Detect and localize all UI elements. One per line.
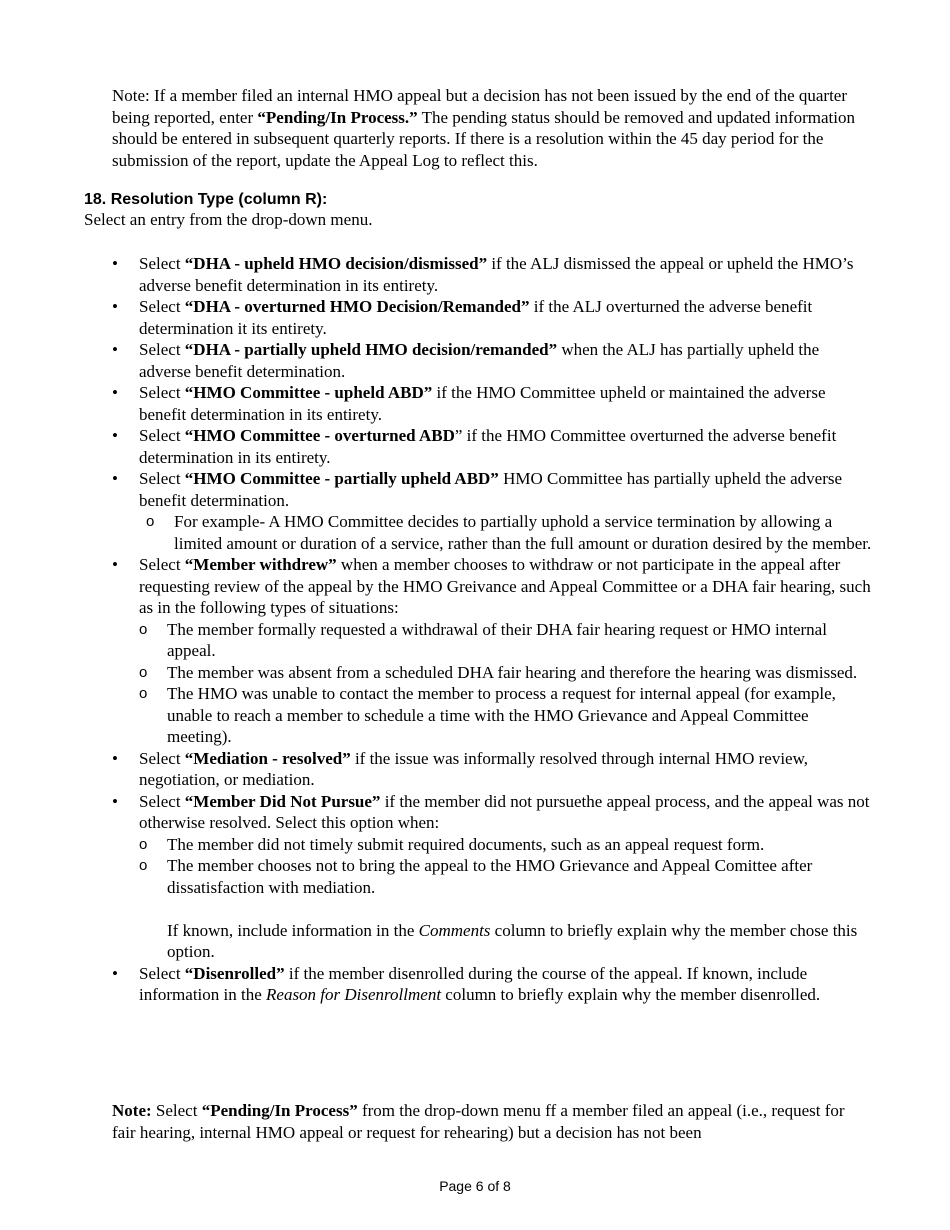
pending-note: Note: If a member filed an internal HMO appeal but a decision has not been issued by the end of the quarter being reported, enter “Pending/In Process.” The pending status should be removed and updated information should be entered in subsequent quarterly reports. If there is a resolution within the 45 day period for the submission of the report, update the Appeal Log to reflect this. [112, 86, 855, 170]
sub-list-item: o The member did not timely submit required documents, such as an appeal request form. [139, 834, 872, 856]
list-item: • Select “HMO Committee - partially upheld ABD” HMO Committee has partially upheld the adverse benefit determination. o For example- A HMO Committee decides to partially uphold a service termination by allowing a limited amount or duration of a service, rather than the full amount or duration desired by the member. [112, 468, 872, 554]
sub-list-item: o The member was absent from a scheduled DHA fair hearing and therefore the hearing was dismissed. [139, 662, 872, 684]
list-item: • Select “Mediation - resolved” if the issue was informally resolved through internal HMO review, negotiation, or mediation. [112, 748, 872, 791]
comments-paragraph: If known, include information in the Comments column to briefly explain why the member chose this option. [167, 920, 858, 961]
section-intro: Select an entry from the drop-down menu. [84, 210, 373, 229]
list-item: • Select “DHA - upheld HMO decision/dismissed” if the ALJ dismissed the appeal or upheld the HMO’s adverse benefit determination in its entirety. [112, 253, 872, 296]
sub-list-item: o The member chooses not to bring the appeal to the HMO Grievance and Appeal Comittee after dissatisfaction with mediation. [139, 855, 872, 898]
sub-list-item: o The HMO was unable to contact the member to process a request for internal appeal (for example, unable to reach a member to schedule a time with the HMO Grievance and Appeal Committee meeting). [139, 683, 872, 748]
sub-list [139, 834, 872, 899]
section-heading: 18. Resolution Type (column R): [84, 191, 328, 208]
sub-list-item: o For example- A HMO Committee decides to partially uphold a service termination by allowing a limited amount or duration of a service, rather than the full amount or duration desired by the member. [139, 511, 872, 554]
list-item: • Select “Disenrolled” if the member disenrolled during the course of the appeal. If known, include information in the Reason for Disenrollment column to briefly explain why the member disenrolled. [112, 963, 872, 1006]
sub-list [139, 619, 872, 748]
list-item: • Select “HMO Committee - upheld ABD” if the HMO Committee upheld or maintained the adverse benefit determination in its entirety. [112, 382, 872, 425]
sub-list [139, 511, 872, 554]
page-number: Page 6 of 8 [439, 1178, 511, 1194]
sub-list-item: o The member formally requested a withdrawal of their DHA fair hearing request or HMO internal appeal. [139, 619, 872, 662]
resolution-type-list [112, 253, 872, 1006]
list-item: • Select “DHA - overturned HMO Decision/Remanded” if the ALJ overturned the adverse benefit determination it its entirety. [112, 296, 872, 339]
bottom-note: Note: Select “Pending/In Process” from the drop-down menu ff a member filed an appeal (i.e., request for fair hearing, internal HMO appeal or request for rehearing) but a decision has not been [112, 1101, 845, 1142]
list-item: • Select “Member Did Not Pursue” if the member did not pursuethe appeal process, and the appeal was not otherwise resolved. Select this option when: o The member did not timely submit required documents, such as an appeal request form. o The member chooses not to bring the appeal to the HMO Grievance and Appeal Comittee after dissatisfaction with mediation. If known, include information in the Comments column to briefly explain why the member chose this option. [112, 791, 872, 963]
list-item: • Select “HMO Committee - overturned ABD” if the HMO Committee overturned the adverse benefit determination in its entirety. [112, 425, 872, 468]
list-item: • Select “Member withdrew” when a member chooses to withdraw or not participate in the appeal after requesting review of the appeal by the HMO Greivance and Appeal Committee or a DHA fair hearing, such as in the following types of situations: o The member formally requested a withdrawal of their DHA fair hearing request or HMO internal appeal. o The member was absent from a scheduled DHA fair hearing and therefore the hearing was dismissed. o The HMO was unable to contact the member to process a request for internal appeal (for example, unable to reach a member to schedule a time with the HMO Grievance and Appeal Committee meeting). [112, 554, 872, 748]
list-item: • Select “DHA - partially upheld HMO decision/remanded” when the ALJ has partially upheld the adverse benefit determination. [112, 339, 872, 382]
